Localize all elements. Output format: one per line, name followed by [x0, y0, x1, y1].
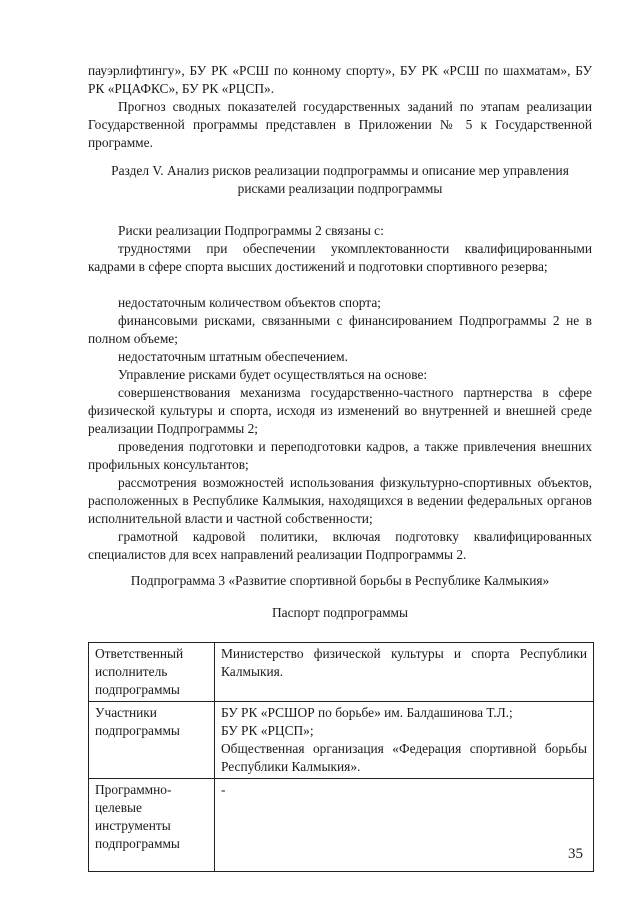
row-label-responsible: Ответственный исполнитель подпрограммы	[89, 643, 215, 702]
management-item: проведения подготовки и переподготовки кадров, а также привлечения внешних профильных консультантов;	[88, 439, 592, 472]
risk-item: трудностями при обеспечении укомплектованности квалифицированными кадрами в сфере спорта высших достижений и подготовки спортивного резерва;	[88, 241, 592, 274]
management-item: совершенствования механизма государственно-частного партнерства в сфере физической культуры и спорта, исходя из изменений во внутренней и внешней среде реализации Подпрограммы 2;	[88, 385, 592, 436]
section-5-title: Раздел V. Анализ рисков реализации подпрограммы и описание мер управления рисками реализации подпрограммы	[111, 163, 569, 196]
passport-table	[88, 642, 594, 872]
risk-item: финансовыми рисками, связанными с финансированием Подпрограммы 2 не в полном объеме;	[88, 313, 592, 346]
risks-intro: Риски реализации Подпрограммы 2 связаны с:	[118, 223, 384, 238]
risk-item: недостаточным штатным обеспечением.	[118, 349, 348, 364]
row-value-responsible: Министерство физической культуры и спорта Республики Калмыкия.	[215, 643, 594, 702]
participant-line: БУ РК «РСШОР по борьбе» им. Балдашинова Т.Л.;	[221, 705, 513, 720]
table-row	[89, 643, 594, 702]
table-row	[89, 702, 594, 779]
row-label-instruments: Программно-целевые инструменты подпрограммы	[89, 779, 215, 872]
row-value-instruments: -	[215, 779, 594, 872]
management-item: рассмотрения возможностей использования физкультурно-спортивных объектов, расположенных в Республике Калмыкия, находящихся в ведении федеральных органов исполнительной власти и частной собственности;	[88, 475, 592, 526]
management-intro: Управление рисками будет осуществляться на основе:	[118, 367, 428, 382]
page-number: 35	[568, 846, 583, 862]
risk-item: недостаточным количеством объектов спорта;	[118, 295, 381, 310]
forecast-paragraph: Прогноз сводных показателей государственных заданий по этапам реализации Государственной программы представлен в Приложении № 5 к Государственной программе.	[88, 99, 592, 150]
management-item: грамотной кадровой политики, включая подготовку квалифицированных специалистов для всех направлений реализации Подпрограммы 2.	[88, 529, 592, 562]
row-label-participants: Участники подпрограммы	[89, 702, 215, 779]
passport-title: Паспорт подпрограммы	[271, 605, 409, 620]
participant-line: Общественная организация «Федерация спортивной борьбы Республики Калмыкия».	[221, 741, 587, 774]
table-row	[89, 779, 594, 872]
participant-line: БУ РК «РЦСП»;	[221, 723, 314, 738]
subprogram-3-title: Подпрограмма 3 «Развитие спортивной борьбы в Республике Калмыкия»	[130, 573, 550, 588]
row-value-participants	[215, 702, 594, 779]
intro-continuation: пауэрлифтингу», БУ РК «РСШ по конному спорту», БУ РК «РСШ по шахматам», БУ РК «РЦАФКС», БУ РК «РЦСП».	[88, 63, 592, 96]
